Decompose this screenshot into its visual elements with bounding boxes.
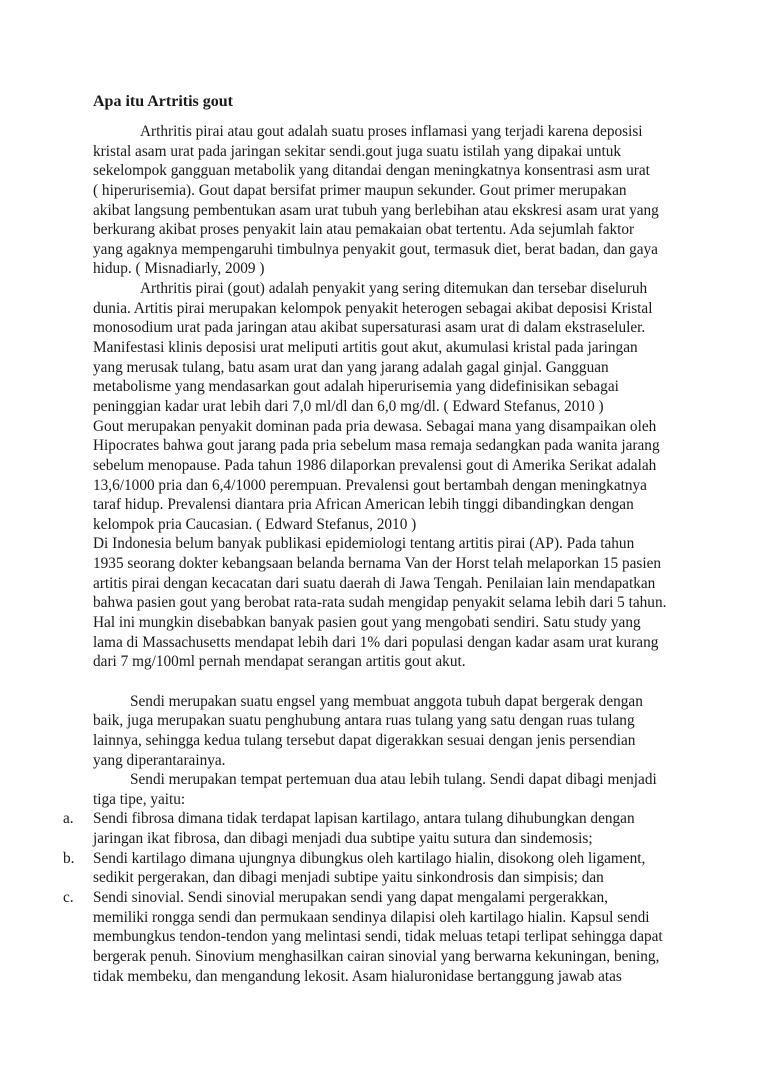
text-line — [93, 220, 693, 240]
line-text: ( hiperurisemia). Gout dapat bersifat primer maupun sekunder. Gout primer merupakan — [93, 181, 627, 199]
line-text: Sendi merupakan suatu engsel yang membuat anggota tubuh dapat bergerak dengan — [130, 692, 643, 710]
text-line — [93, 947, 693, 967]
line-text: akibat langsung pembentukan asam urat tubuh yang berlebihan atau ekskresi asam urat yang — [93, 201, 659, 219]
line-text: membungkus tendon-tendon yang melintasi sendi, tidak meluas tetapi terlipat sehingga dapat — [93, 928, 663, 946]
text-line — [93, 299, 693, 319]
text-line — [93, 692, 693, 712]
text-line — [93, 770, 693, 790]
text-line — [93, 829, 693, 849]
line-text: peninggian kadar urat lebih dari 7,0 ml/dl dan 6,0 mg/dl. ( Edward Stefanus, 2010 ) — [93, 397, 604, 415]
line-text: Sendi fibrosa dimana tidak terdapat lapisan kartilago, antara tulang dihubungkan dengan — [93, 810, 635, 828]
line-text: sedikit pergerakan, dan dibagi menjadi subtipe yaitu sinkondrosis dan simpisis; dan — [93, 869, 604, 887]
line-text: sekelompok gangguan metabolik yang ditandai dengan meningkatnya konsentrasi asm urat — [93, 162, 650, 180]
text-line — [93, 161, 693, 181]
text-line — [93, 495, 693, 515]
line-text: jaringan ikat fibrosa, dan dibagi menjadi dua subtipe yaitu sutura dan sindemosis; — [93, 830, 593, 848]
list-marker: b. — [63, 849, 75, 867]
text-line — [93, 593, 693, 613]
line-text: bahwa pasien gout yang berobat rata-rata sudah mengidap penyakit selama lebih dari 5 tahun. — [93, 594, 667, 612]
text-line — [93, 652, 693, 672]
line-text: Di Indonesia belum banyak publikasi epidemiologi tentang artitis pirai (AP). Pada tahun — [93, 535, 635, 553]
line-text: Hal ini mungkin disebabkan banyak pasien gout yang mengobati sendiri. Satu study yang — [93, 614, 641, 632]
line-text: kristal asam urat pada jaringan sekitar sendi.gout juga suatu istilah yang dipakai untuk — [93, 142, 622, 160]
text-line — [93, 554, 693, 574]
text-line — [93, 279, 693, 299]
text-line — [93, 142, 693, 162]
text-line — [93, 318, 693, 338]
list-marker: c. — [63, 888, 74, 906]
text-line — [93, 711, 693, 731]
text-line — [93, 122, 693, 142]
line-text: hidup. ( Misnadiarly, 2009 ) — [93, 260, 265, 278]
line-text: memiliki rongga sendi dan permukaan sendinya dilapisi oleh kartilago hialin. Kapsul sendi — [93, 908, 650, 926]
list-item-line — [63, 849, 693, 869]
line-text: dari 7 mg/100ml pernah mendapat serangan artitis gout akut. — [93, 653, 466, 671]
text-line — [93, 240, 693, 260]
text-line — [93, 436, 693, 456]
line-text: yang diperantarainya. — [93, 751, 226, 769]
text-line — [93, 358, 693, 378]
text-line — [93, 534, 693, 554]
line-text: Arthritis pirai atau gout adalah suatu proses inflamasi yang terjadi karena deposisi — [140, 123, 643, 140]
line-text: yang merusak tulang, batu asam urat dan yang jarang adalah gagal ginjal. Gangguan — [93, 358, 609, 376]
line-text: sebelum menopause. Pada tahun 1986 dilaporkan prevalensi gout di Amerika Serikat adalah — [93, 456, 657, 474]
text-line — [93, 259, 693, 279]
line-text: Sendi kartilago dimana ujungnya dibungkus oleh kartilago hialin, disokong oleh ligament, — [93, 849, 646, 867]
line-text: 13,6/1000 pria dan 6,4/1000 perempuan. Prevalensi gout bertambah dengan meningkatnya — [93, 476, 647, 494]
text-line — [93, 613, 693, 633]
line-text: 1935 seorang dokter kebangsaan belanda bernama Van der Horst telah melaporkan 15 pasien — [93, 555, 662, 573]
line-text: lainnya, sehingga kedua tulang tersebut dapat digerakkan sesuai dengan jenis persendian — [93, 731, 636, 749]
line-text: Arthritis pirai (gout) adalah penyakit yang sering ditemukan dan tersebar diseluruh — [140, 280, 648, 298]
text-line — [93, 377, 693, 397]
text-line — [93, 790, 693, 810]
text-line — [93, 751, 693, 771]
line-text: monosodium urat pada jaringan atau akibat supersaturasi asam urat di dalam ekstraseluler. — [93, 319, 646, 337]
line-text: dunia. Artitis pirai merupakan kelompok penyakit heterogen sebagai akibat deposisi Kristal — [93, 299, 653, 317]
list-item-line — [63, 809, 693, 829]
line-text: Sendi sinovial. Sendi sinovial merupakan sendi yang dapat mengalami pergerakkan, — [93, 888, 609, 906]
text-line — [93, 338, 693, 358]
line-text: Hipocrates bahwa gout jarang pada pria sebelum masa remaja sedangkan pada wanita jarang — [93, 437, 660, 455]
text-line — [93, 927, 693, 947]
line-text: lama di Massachusetts mendapat lebih dari 1% dari populasi dengan kadar asam urat kurang — [93, 633, 659, 651]
line-text: tidak membeku, dan mengandung lekosit. Asam hialuronidase bertanggung jawab atas — [93, 967, 622, 985]
text-line — [93, 574, 693, 594]
text-line — [93, 456, 693, 476]
text-line — [93, 868, 693, 888]
document-heading: Apa itu Artritis gout — [93, 93, 233, 110]
text-line — [93, 476, 693, 496]
document-body — [63, 122, 693, 986]
line-text: berkurang akibat proses penyakit lain atau pemakaian obat tertentu. Ada sejumlah faktor — [93, 221, 635, 239]
line-text: artitis pirai dengan kecacatan dari suatu daerah di Jawa Tengah. Penilaian lain mendapatkan — [93, 574, 656, 592]
line-text: metabolisme yang mendasarkan gout adalah hiperurisemia yang didefinisikan sebagai — [93, 378, 619, 396]
line-text: yang agaknya mempengaruhi timbulnya penyakit gout, termasuk diet, berat badan, dan gaya — [93, 240, 658, 258]
text-line — [93, 181, 693, 201]
text-line — [93, 967, 693, 987]
text-line — [93, 417, 693, 437]
text-line — [93, 908, 693, 928]
line-text: tiga tipe, yaitu: — [93, 790, 186, 808]
text-line — [93, 672, 693, 692]
list-item-line — [63, 888, 693, 908]
line-text: Manifestasi klinis deposisi urat meliputi artitis gout akut, akumulasi kristal pada jaringan — [93, 339, 638, 357]
list-marker: a. — [63, 810, 74, 828]
text-line — [93, 633, 693, 653]
line-text: Sendi merupakan tempat pertemuan dua atau lebih tulang. Sendi dapat dibagi menjadi — [130, 771, 657, 789]
text-line — [93, 731, 693, 751]
text-line — [93, 397, 693, 417]
line-text: taraf hidup. Prevalensi diantara pria African American lebih tinggi dibandingkan dengan — [93, 496, 634, 514]
line-text: bergerak penuh. Sinovium menghasilkan cairan sinovial yang berwarna kekuningan, bening, — [93, 947, 660, 965]
text-line — [93, 201, 693, 221]
line-text: baik, juga merupakan suatu penghubung antara ruas tulang yang satu dengan ruas tulang — [93, 712, 635, 730]
text-line — [93, 515, 693, 535]
line-text: Gout merupakan penyakit dominan pada pria dewasa. Sebagai mana yang disampaikan oleh — [93, 417, 657, 435]
line-text: kelompok pria Caucasian. ( Edward Stefanus, 2010 ) — [93, 515, 417, 533]
